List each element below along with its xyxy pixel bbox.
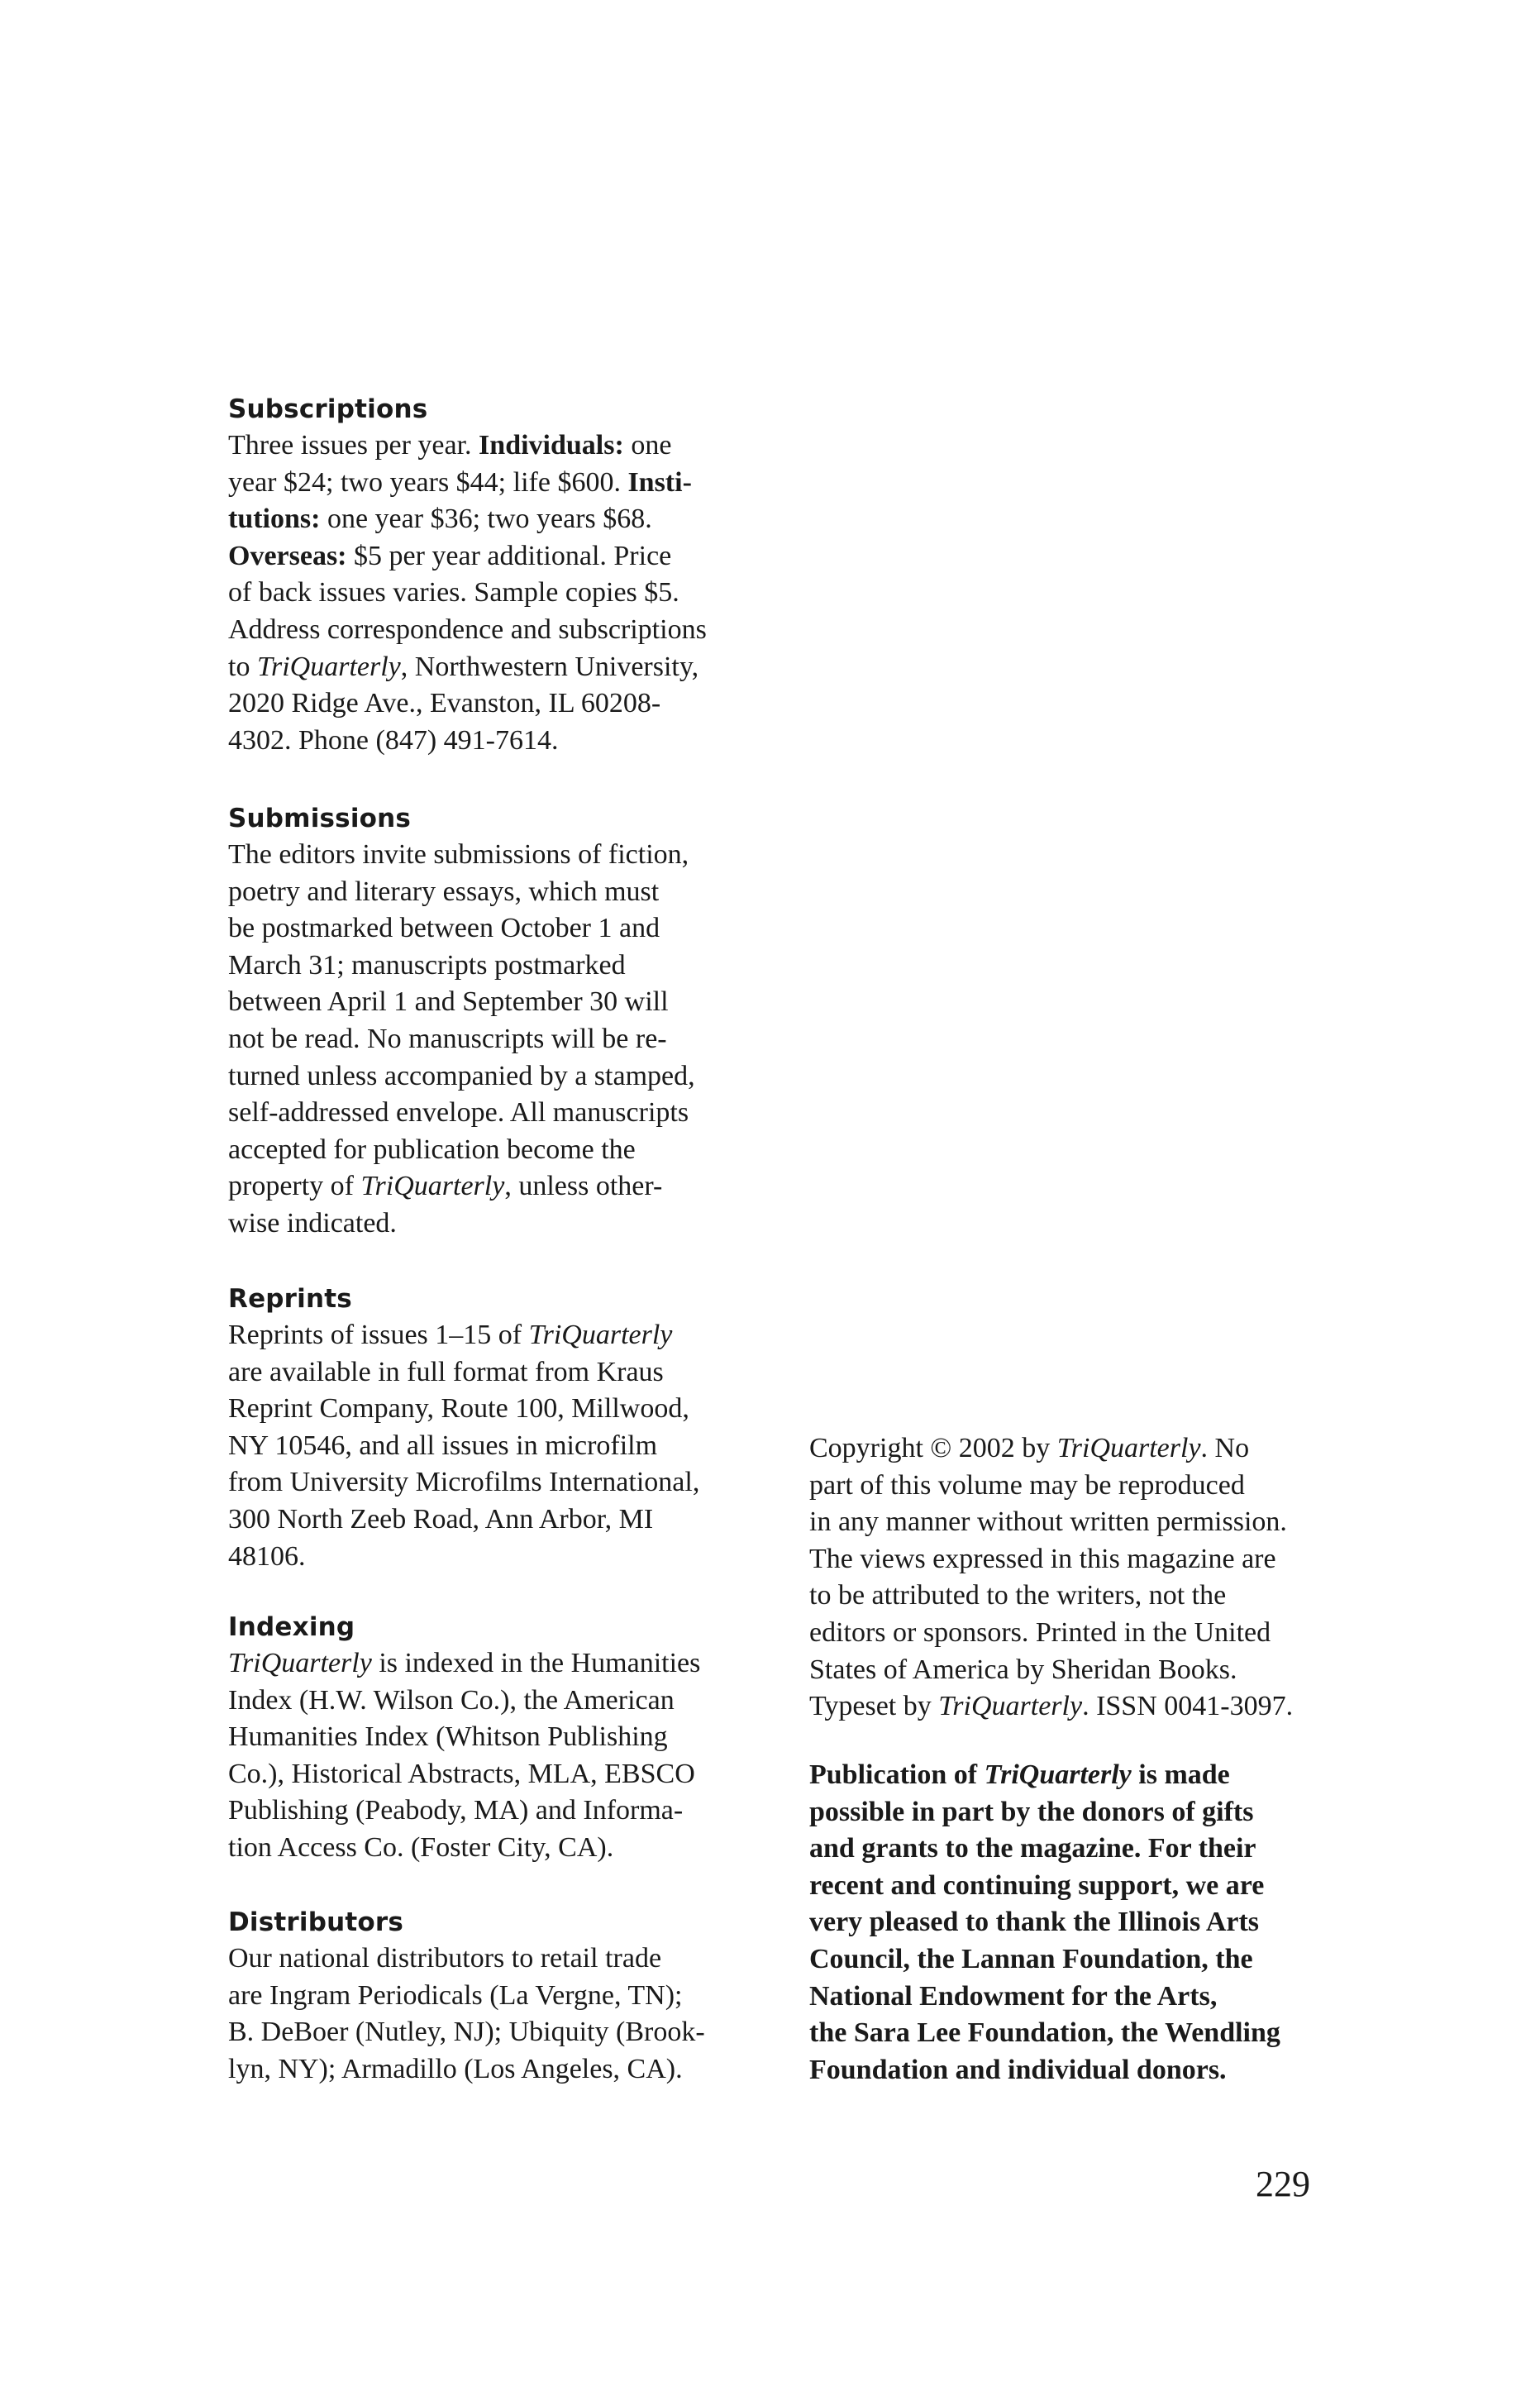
text-line: [228, 427, 707, 465]
italic-run: TriQuarterly: [1056, 1433, 1201, 1463]
reprints-section: [228, 1281, 699, 1575]
distributors-text: [228, 1941, 705, 2088]
text-line: [809, 2015, 1280, 2052]
text-line: [228, 948, 695, 985]
italic-run: TriQuarterly: [256, 651, 401, 682]
text-run: , unless other-: [504, 1171, 663, 1202]
text-run: Humanities Index (Whitson Publishing: [228, 1721, 668, 1753]
text-run: are Ingram Periodicals (La Vergne, TN);: [228, 1979, 683, 2011]
text-run: National Endowment for the Arts,: [809, 1980, 1218, 2012]
text-run: part of this volume may be reproduced: [809, 1469, 1245, 1501]
text-run: Address correspondence and subscriptions: [228, 613, 707, 645]
text-run: Co.), Historical Abstracts, MLA, EBSCO: [228, 1758, 695, 1789]
text-line: [809, 1868, 1280, 1905]
text-run: . ISSN 0041-3097.: [1082, 1691, 1294, 1722]
text-line: [228, 1830, 700, 1867]
text-line: [228, 1756, 700, 1793]
text-run: accepted for publication become the: [228, 1134, 636, 1165]
text-line: [228, 501, 707, 538]
text-line: [809, 1504, 1293, 1541]
text-line: [228, 575, 707, 612]
italic-run: TriQuarterly: [528, 1320, 673, 1350]
text-line: [809, 2052, 1280, 2089]
text-run: very pleased to thank the Illinois Arts: [809, 1907, 1260, 1938]
text-line: [809, 1652, 1293, 1689]
text-line: [228, 1539, 699, 1576]
text-line: [228, 910, 695, 948]
text-run: one: [623, 430, 672, 461]
bold-run: Overseas:: [228, 540, 347, 571]
text-line: [228, 465, 707, 502]
text-run: 300 North Zeeb Road, Ann Arbor, MI: [228, 1503, 654, 1535]
text-run: be postmarked between October 1 and: [228, 913, 660, 944]
text-run: and grants to the magazine. For their: [809, 1833, 1256, 1864]
text-run: is indexed in the Humanities: [371, 1648, 701, 1678]
indexing-section: [228, 1609, 700, 1867]
text-line: [809, 1831, 1280, 1868]
distributors-section: [228, 1904, 705, 2088]
text-line: [228, 612, 707, 649]
subscriptions-section: [228, 391, 707, 759]
text-run: one year $36; two years $68.: [320, 504, 652, 535]
text-run: Foundation and individual donors.: [809, 2054, 1227, 2085]
text-line: [228, 1058, 695, 1096]
text-line: [228, 837, 695, 874]
text-run: tion Access Co. (Foster City, CA).: [228, 1831, 614, 1863]
text-line: [228, 1719, 700, 1756]
reprints-text: [228, 1317, 699, 1575]
text-run: , Northwestern University,: [400, 651, 699, 682]
text-line: [228, 1683, 700, 1720]
text-line: [809, 1615, 1293, 1652]
text-run: Council, the Lannan Foundation, the: [809, 1943, 1253, 1974]
subscriptions-heading: Subscriptions: [228, 394, 428, 424]
text-line: [228, 984, 695, 1021]
text-run: recent and continuing support, we are: [809, 1869, 1265, 1901]
text-run: is made: [1131, 1759, 1230, 1790]
text-run: NY 10546, and all issues in microfilm: [228, 1430, 658, 1461]
text-run: poetry and literary essays, which must: [228, 876, 660, 907]
text-run: the Sara Lee Foundation, the Wendling: [809, 2017, 1280, 2049]
text-run: Publishing (Peabody, MA) and Informa-: [228, 1795, 684, 1826]
text-run: possible in part by the donors of gifts: [809, 1796, 1254, 1827]
text-line: [228, 1428, 699, 1465]
text-run: 48106.: [228, 1540, 306, 1572]
text-line: [809, 1688, 1293, 1726]
text-line: [809, 1941, 1280, 1979]
text-line: [809, 1541, 1293, 1578]
text-run: Our national distributors to retail trade: [228, 1943, 662, 1974]
text-run: property of: [228, 1171, 361, 1202]
italic-run: TriQuarterly: [228, 1648, 372, 1678]
text-run: year $24; two years $44; life $600.: [228, 466, 628, 498]
text-run: 4302. Phone (847) 491-7614.: [228, 724, 559, 756]
text-line: [228, 1391, 699, 1428]
distributors-heading: Distributors: [228, 1907, 404, 1937]
text-run: The views expressed in this magazine are: [809, 1543, 1276, 1574]
text-line: [228, 1645, 700, 1683]
text-run: Reprints of issues 1–15 of: [228, 1320, 529, 1350]
text-run: March 31; manuscripts postmarked: [228, 949, 626, 981]
text-run: editors or sponsors. Printed in the United: [809, 1616, 1271, 1648]
copyright-text: [809, 1430, 1293, 1726]
bold-run: Individuals:: [479, 430, 624, 461]
italic-run: TriQuarterly: [938, 1691, 1083, 1722]
acknowledgment-text: [809, 1757, 1280, 2089]
text-run: of back issues varies. Sample copies $5.: [228, 577, 679, 609]
indexing-heading: Indexing: [228, 1612, 355, 1642]
text-run: between April 1 and September 30 will: [228, 986, 669, 1018]
text-run: $5 per year additional. Price: [346, 540, 672, 571]
text-run: Reprint Company, Route 100, Millwood,: [228, 1393, 689, 1425]
text-line: [228, 1978, 705, 2015]
text-run: wise indicated.: [228, 1207, 397, 1239]
text-line: [228, 1501, 699, 1539]
text-line: [228, 1132, 695, 1169]
text-line: [228, 1205, 695, 1243]
text-line: [228, 2014, 705, 2051]
italic-run: TriQuarterly: [360, 1171, 505, 1202]
text-run: Publication of: [809, 1759, 985, 1790]
italic-run: TriQuarterly: [984, 1759, 1132, 1790]
subscriptions-text: [228, 427, 707, 759]
text-run: not be read. No manuscripts will be re-: [228, 1023, 667, 1054]
text-line: [228, 2051, 705, 2089]
text-line: [809, 1794, 1280, 1831]
text-line: [228, 685, 707, 723]
text-line: [228, 538, 707, 575]
text-run: Index (H.W. Wilson Co.), the American: [228, 1684, 675, 1716]
text-line: [228, 1793, 700, 1830]
text-line: [228, 1464, 699, 1501]
text-run: States of America by Sheridan Books.: [809, 1654, 1237, 1685]
text-run: are available in full format from Kraus: [228, 1356, 664, 1387]
text-line: [809, 1468, 1293, 1505]
text-line: [228, 649, 707, 686]
text-line: [228, 1317, 699, 1354]
text-line: [228, 1941, 705, 1978]
text-line: [228, 1168, 695, 1205]
text-run: to be attributed to the writers, not the: [809, 1580, 1227, 1611]
page-number: 229: [1256, 2164, 1310, 2204]
text-line: [228, 723, 707, 760]
bold-run: Insti-: [627, 466, 692, 498]
text-run: Three issues per year.: [228, 430, 479, 461]
text-run: Typeset by: [809, 1691, 939, 1722]
text-line: [809, 1430, 1293, 1468]
bold-run: tutions:: [228, 504, 321, 535]
text-run: from University Microfilms International,: [228, 1467, 700, 1498]
text-run: in any manner without written permission.: [809, 1506, 1287, 1538]
text-line: [228, 1354, 699, 1392]
text-line: [809, 1578, 1293, 1615]
text-line: [809, 1904, 1280, 1941]
text-line: [228, 1095, 695, 1132]
text-line: [228, 1021, 695, 1058]
reprints-heading: Reprints: [228, 1284, 352, 1314]
text-run: Copyright © 2002 by: [809, 1433, 1057, 1463]
text-line: [809, 1757, 1280, 1794]
submissions-heading: Submissions: [228, 804, 412, 833]
indexing-text: [228, 1645, 700, 1867]
submissions-section: [228, 800, 695, 1243]
acknowledgment-section: [809, 1757, 1280, 2089]
copyright-notice: [809, 1430, 1293, 1726]
text-run: to: [228, 651, 257, 682]
text-run: . No: [1200, 1433, 1250, 1463]
text-run: lyn, NY); Armadillo (Los Angeles, CA).: [228, 2053, 683, 2084]
text-line: [809, 1979, 1280, 2016]
text-run: self-addressed envelope. All manuscripts: [228, 1097, 689, 1129]
text-run: B. DeBoer (Nutley, NJ); Ubiquity (Brook-: [228, 2017, 705, 2048]
text-run: The editors invite submissions of fiction,: [228, 839, 689, 870]
submissions-text: [228, 837, 695, 1243]
text-run: 2020 Ridge Ave., Evanston, IL 60208-: [228, 688, 661, 719]
text-line: [228, 874, 695, 911]
text-run: turned unless accompanied by a stamped,: [228, 1060, 695, 1091]
